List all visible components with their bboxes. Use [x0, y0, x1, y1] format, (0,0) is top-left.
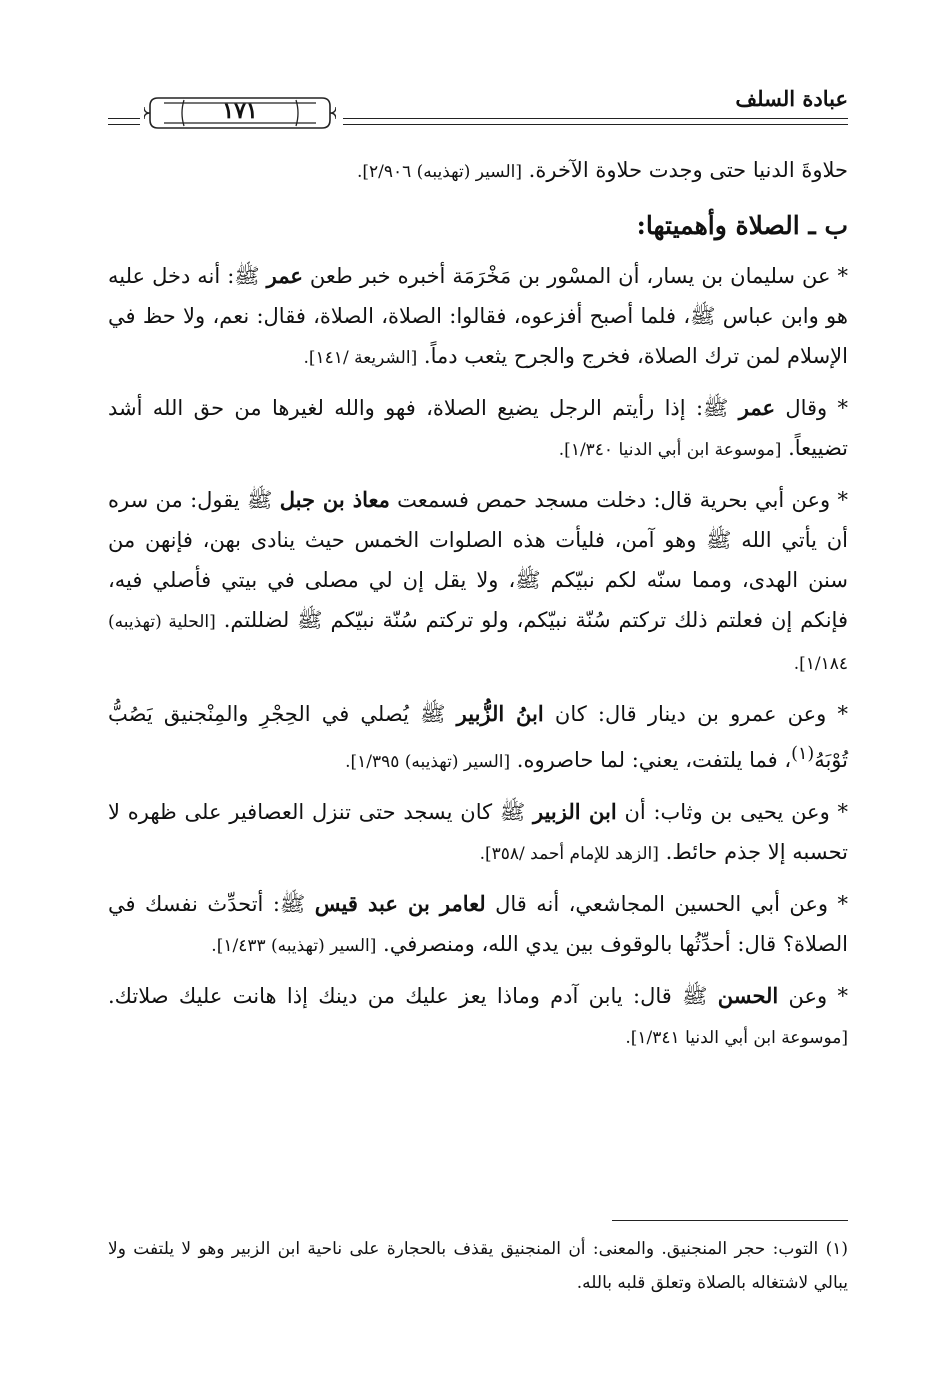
header-rule-left-bottom	[108, 124, 140, 125]
paragraph	[108, 976, 848, 1058]
footnote: (١) التوب: حجر المنجنيق. والمعنى: أن المنجنيق يقذف بالحجارة على ناحية ابن الزبير وهو لا يلتفت ولا يبالي لاشتغاله بالصلاة وتعلق قلبه بالله.	[108, 1239, 848, 1293]
paragraph	[108, 884, 848, 966]
paragraph	[108, 256, 848, 378]
citation: [موسوعة ابن أبي الدنيا ١/٣٤٠].	[558, 440, 782, 460]
paragraph	[108, 388, 848, 470]
paragraph-text: ﷺ: أنه دخل عليه هو وابن عباس ﷺ، فلما أصبح أفزعوه، فقالوا: الصلاة، الصلاة، فقال: نعم، ولا حظ في الإسلام لمن ترك الصلاة، فخرج والجرح يثعب دماً.	[108, 264, 848, 368]
paragraph-text: ﷺ كان يسجد حتى تنزل العصافير على ظهره لا تحسبه إلا جذم حائط.	[108, 800, 848, 864]
paragraph-text: ﷺ يُصلي في الحِجْرِ والمِنْجنيق يَصُبُّ تُوْبَهُ	[108, 702, 848, 772]
paragraph-text: * وعن أبي بحرية قال: دخلت مسجد حمص فسمعت	[389, 488, 848, 512]
footnotes	[108, 1232, 848, 1300]
paragraph-text: * عن سليمان بن يسار، أن المسْور بن مَخْرَمَة أخبره خبر طعن	[302, 264, 848, 288]
paragraph	[108, 480, 848, 684]
person-name: لعامر بن عبد قيس	[314, 891, 486, 916]
page-number: ١٧١	[222, 98, 258, 124]
main-text	[108, 150, 848, 1068]
header-rule-bottom	[343, 124, 848, 125]
footnote-separator	[612, 1220, 848, 1221]
person-name: عمر	[266, 263, 303, 288]
paragraph-text: ﷺ يقول: من سره أن يأتي الله ﷺ وهو آمن، فليأت هذه الصلوات الخمس حيث ينادى بهن، فإنهن من سنن الهدى، ومما سنّه لكم نبيّكم ﷺ، ولا يقل إن لي مصلى في بيتي فأصلي فيه، فإنكم إن فعلتم ذلك تركتم سُنّة نبيّكم، ولو تركتم سُنّة نبيّكم ﷺ لضللتم.	[108, 488, 848, 632]
person-name: عمر	[738, 395, 775, 420]
paragraph-text: ﷺ: إذا رأيتم الرجل يضيع الصلاة، فهو والله لغيرها من حق الله أشد تضييعاً.	[108, 396, 848, 460]
paragraph-continued	[108, 150, 848, 192]
paragraph-text: * وعن	[778, 984, 848, 1008]
paragraph-text: * وقال	[775, 396, 849, 420]
footnote-marker[interactable]: (١)	[791, 744, 815, 764]
citation: [الشريعة /١٤١].	[303, 348, 418, 368]
paragraph-text: * وعن يحيى بن وثاب: أن	[616, 800, 848, 824]
section-heading: ب ـ الصلاة وأهميتها:	[636, 211, 848, 240]
paragraph-text: ﷺ: أتحدِّث نفسك في الصلاة؟ قال: أحدِّثُها بالوقوف بين يدي الله، ومنصرفي.	[108, 892, 848, 956]
paragraph-text: * وعن عمرو بن دينار قال: كان	[543, 702, 848, 726]
citation: [السير (تهذيبه) ١/٤٣٣].	[211, 936, 377, 956]
citation: [الحلية (تهذيبه) ١/١٨٤].	[108, 612, 848, 674]
header-rule-top	[343, 118, 848, 119]
page-header	[108, 78, 848, 134]
person-name: الحسن	[717, 983, 779, 1008]
citation: [السير (تهذيبه) ١/٣٩٥].	[345, 752, 511, 772]
paragraph-text: ﷺ قال: يابن آدم وماذا يعز عليك من دينك إذا هانت عليك صلاتك.	[108, 984, 718, 1008]
paragraph-text: ، فما يلتفت، يعني: لما حاصروه.	[510, 748, 792, 772]
paragraph-text: * وعن أبي الحسين المجاشعي، أنه قال	[485, 892, 848, 916]
running-title: عبادة السلف	[735, 86, 848, 111]
person-name: ابنُ الزُّبير	[456, 701, 544, 726]
header-rule-left-top	[108, 118, 140, 119]
person-name: ابن الزبير	[533, 799, 617, 824]
paragraph-text: حلاوةَ الدنيا حتى وجدت حلاوة الآخرة.	[522, 158, 848, 182]
person-name: معاذ بن جبل	[279, 487, 390, 512]
citation: [السير (تهذيبه) ٢/٩٠٦].	[356, 162, 522, 182]
paragraph	[108, 694, 848, 782]
page-number-badge	[144, 94, 336, 132]
citation: [الزهد للإمام أحمد /٣٥٨].	[479, 844, 659, 864]
citation: [موسوعة ابن أبي الدنيا ١/٣٤١].	[625, 1028, 848, 1048]
paragraph	[108, 792, 848, 874]
